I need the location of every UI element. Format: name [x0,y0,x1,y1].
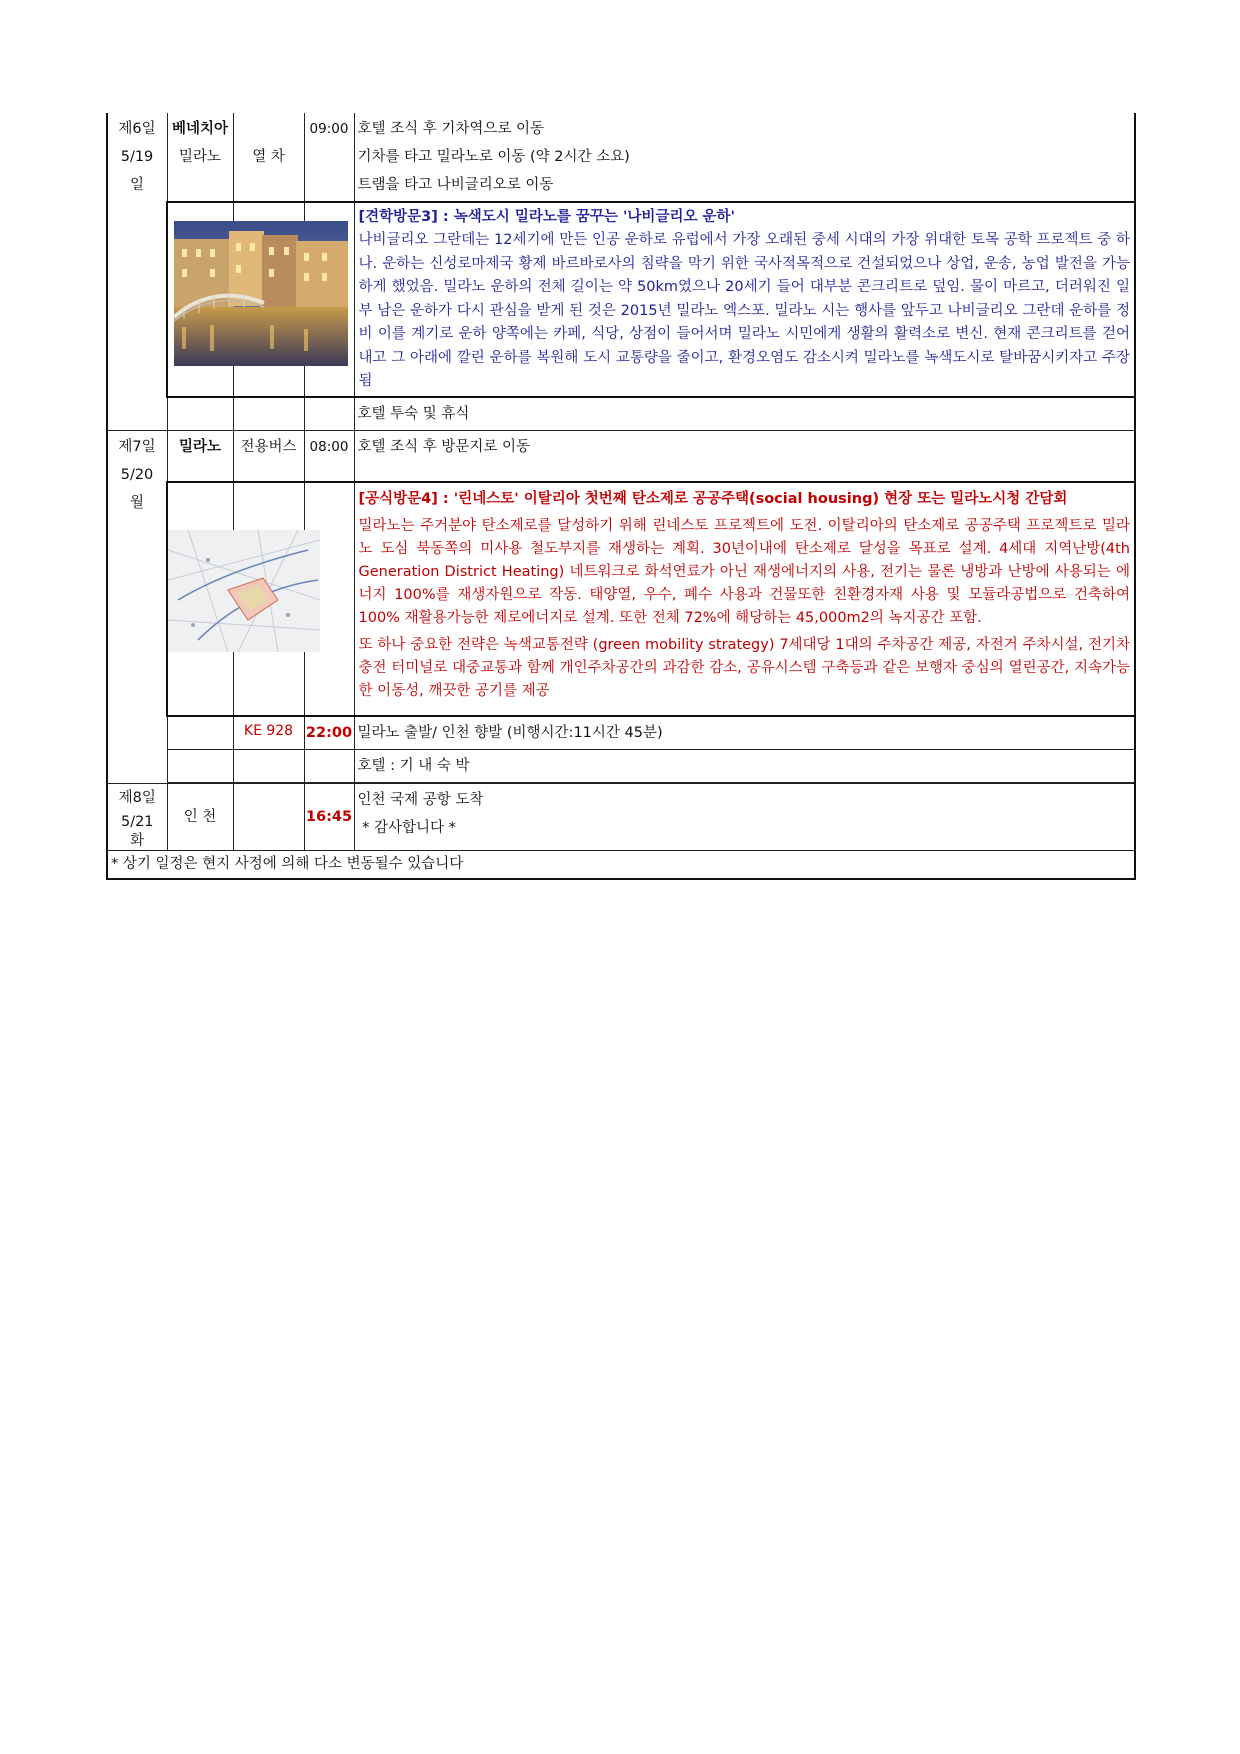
empty-cell [233,397,304,431]
empty-cell [167,397,233,431]
day8-thanks: * 감사합니다 * [357,820,456,836]
day7-day: 제7일 [118,438,156,455]
day6-city-to: 밀라노 [178,149,222,165]
day6-day-cell [107,113,167,430]
day6-time: 09:00 [304,113,354,202]
footnote-row [107,851,1135,879]
day7-flight: KE 928 [233,716,304,750]
day6-transport-cell [233,113,304,202]
day6-item-3: 트램을 타고 나비글리오로 이동 [357,177,554,193]
day7-row-move [107,430,1135,482]
day7-visit-title: [공식방문4] : '린네스토' 이탈리아 첫번째 탄소제로 공공주택(social housing) 현장 또는 밀라노시청 간담회 [358,491,1068,507]
day6-items-cell [354,113,1135,202]
day7-visit-body-2: 또 하나 중요한 전략은 녹색교통전략 (green mobility strategy) 7세대당 1대의 주차공간 제공, 자전거 주차시설, 전기차 충전 터미널로 대중교통과 함께 개인주차공간의 과감한 감소, 공유시스템 구축등과 같은 보행자 중심의 열린공간, 지속가능한 이동성, 깨끗한 공기를 제공 [358,637,1130,699]
empty-cell [304,397,354,431]
empty-cell [167,716,233,750]
day6-weekday: 일 [129,177,144,193]
day6-item-2: 기차를 타고 밀라노로 이동 (약 2시간 소요) [357,149,630,165]
naviglio-canal-photo [174,221,348,366]
day6-rest [354,397,1135,431]
day7-row-flight [107,716,1135,750]
day8-date: 5/21 [120,814,154,830]
day8-weekday: 화 [130,833,145,849]
day6-item-1: 호텔 조식 후 기차역으로 이동 [357,121,545,137]
day6-row-rest [107,397,1135,431]
day7-depart-cell [354,716,1135,750]
day7-row-lodging [107,750,1135,783]
day7-item-cell [354,430,1135,482]
day6-visit-cell [354,202,1135,397]
day8-city: 인 천 [167,784,233,851]
day6-transport: 열 차 [252,149,285,165]
day7-lodging: 호텔 : 기 내 숙 박 [357,758,470,774]
day7-lodging-cell [354,750,1135,783]
day6-day: 제6일 [118,121,156,137]
day7-visit-body-1: 밀라노는 주거분야 탄소제로를 달성하기 위해 린네스토 프로젝트에 도전. 이탈리아의 탄소제로 공공주택 프로젝트로 밀라노 도심 북동쪽의 미사용 철도부지를 재생하는 계획. 30년이내에 탄소제로 달성을 목표로 설계. 4세대 지역난방(4th Generation District Heating) 네트워크로 화석연료가 아닌 재생에너지의 사용, 전기는 물론 냉방과 난방에 사용되는 에너지 100%를 재생자원으로 작동. 태양열, 우수, 폐수 사용과 건물또한 친환경자재 사용 및 모듈라공법으로 건축하여 100% 재활용가능한 제로에너지로 설계. 또한 전체 72%에 해당하는 45,000m2의 녹지공간 포함. [358,518,1130,626]
site-plan-map [168,530,320,652]
day6-city-cell [167,113,233,202]
day6-city-from: 베네치아 [171,121,229,137]
day7-item: 호텔 조식 후 방문지로 이동 [357,438,531,455]
day7-weekday: 월 [129,494,144,511]
day6-rest-text: 호텔 투숙 및 휴식 [357,405,470,422]
day7-depart: 밀라노 출발/ 인천 향발 (비행시간:11시간 45분) [357,725,663,741]
footnote: * 상기 일정은 현지 사정에 의해 다소 변동될수 있습니다 [107,851,1135,879]
day7-date: 5/20 [120,466,154,483]
day7-time: 08:00 [304,430,354,482]
day8-arrive: 인천 국제 공항 도착 [357,792,484,808]
day8-day: 제8일 [118,790,156,806]
day7-visit-cell [354,482,1135,716]
day6-visit-body: 나비글리오 그란데는 12세기에 만든 인공 운하로 유럽에서 가장 오래된 중세 시대의 가장 위대한 토목 공학 프로젝트 중 하나. 운하는 신성로마제국 황제 바르바로사의 침략을 막기 위한 국사적목적으로 건설되었으나 상업, 운송, 농업 발전을 가능하게 했었음. 밀라노 운하의 전체 길이는 약 50km였으나 20세기 들어 대부분 콘크리트로 덮임. 물이 마르고, 더러워진 일부 남은 운하가 다시 관심을 받게 된 것은 2015년 밀라노 엑스포. 밀라노 시는 행사를 앞두고 나비글리오 그란데 운하를 정비 이를 계기로 운하 양쪽에는 카페, 식당, 상점이 들어서며 밀라노 시민에게 생활의 활력소로 변신. 현재 콘크리트를 걷어내고 그 아래에 깔린 운하를 복원해 도시 교통량을 줄이고, 환경오염도 감소시켜 밀라노를 녹색도시로 탈바꿈시키자고 주장됨 [358,232,1130,389]
day8-items-cell [354,784,1135,851]
empty-cell [304,750,354,783]
day8-row [107,784,1135,851]
day8-day-cell [107,784,167,851]
day6-date: 5/19 [120,149,154,165]
empty-cell [233,750,304,783]
day6-visit-title: [견학방문3] : 녹색도시 밀라노를 꿈꾸는 '나비글리오 운하' [358,209,735,225]
day7-transport: 전용버스 [233,430,304,482]
day7-day-cell [107,430,167,784]
day7-city: 밀라노 [167,430,233,482]
day8-time: 16:45 [304,784,354,851]
empty-cell [233,784,304,851]
day6-row-travel [107,113,1135,202]
empty-cell [167,750,233,783]
day7-flight-time: 22:00 [304,716,354,750]
